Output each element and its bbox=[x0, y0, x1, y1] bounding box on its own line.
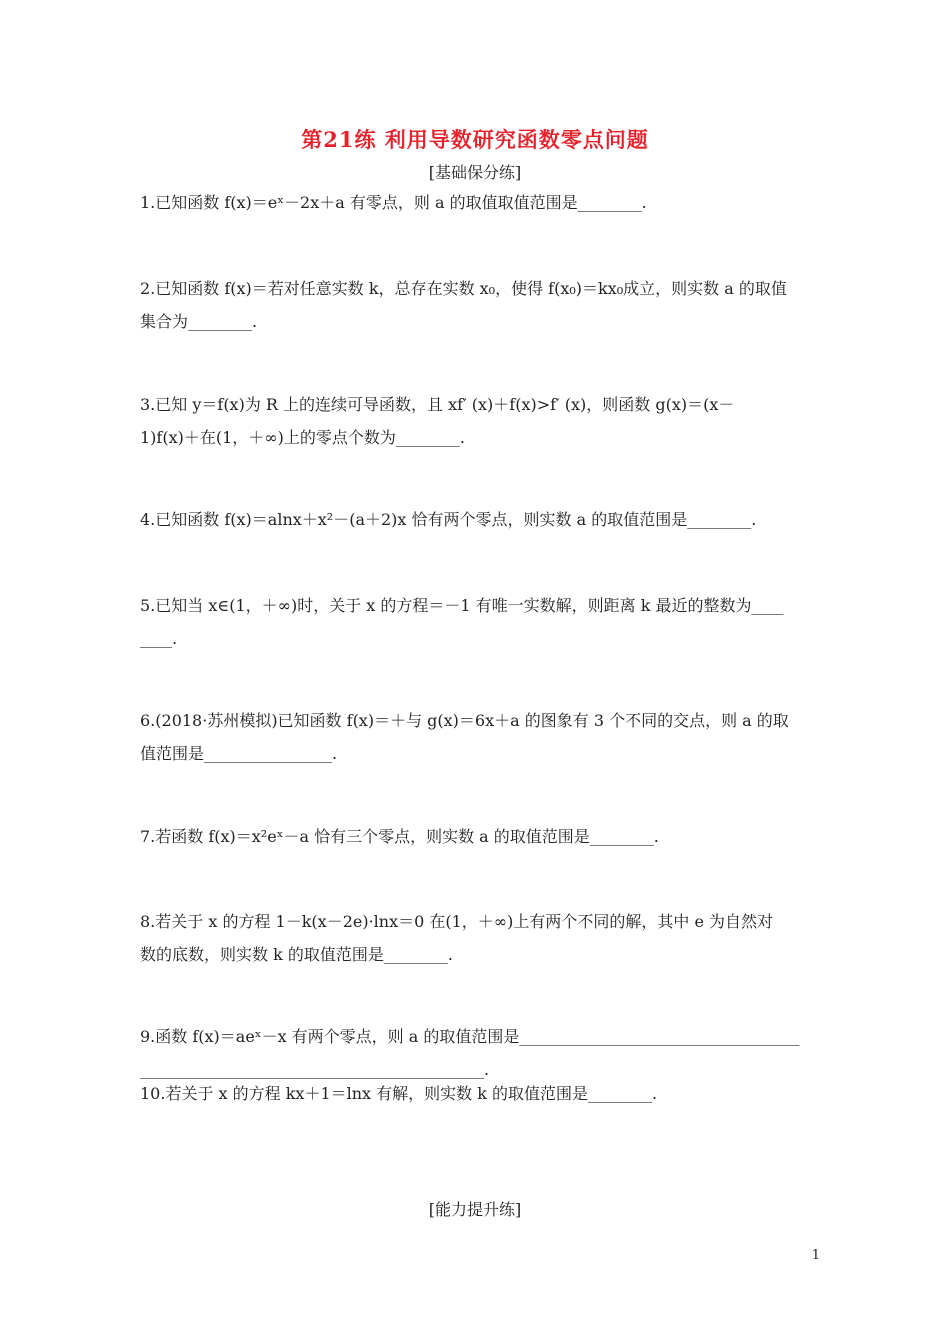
question-line: 7.若函数 f(x)＝x²eˣ－a 恰有三个零点，则实数 a 的取值范围是________. bbox=[140, 827, 659, 846]
question-line: 6.(2018·苏州模拟)已知函数 f(x)＝＋与 g(x)＝6x＋a 的图象有 3 个不同的交点，则 a 的取 bbox=[140, 711, 789, 730]
question-8 bbox=[140, 905, 812, 971]
question-5 bbox=[140, 589, 812, 655]
question-line: 4.已知函数 f(x)＝alnx＋x²－(a＋2)x 恰有两个零点，则实数 a 的取值范围是________. bbox=[140, 510, 757, 529]
question-line: ____. bbox=[140, 629, 178, 648]
question-line: 值范围是________________. bbox=[140, 744, 338, 763]
question-line: 1.已知函数 f(x)＝eˣ－2x＋a 有零点，则 a 的取值取值范围是________. bbox=[140, 193, 647, 212]
question-6 bbox=[140, 704, 812, 770]
question-line: 2.已知函数 f(x)＝若对任意实数 k，总存在实数 x₀，使得 f(x₀)＝kx₀成立，则实数 a 的取值 bbox=[140, 279, 787, 298]
section-heading-basic: [基础保分练] bbox=[428, 163, 522, 182]
page-number: 1 bbox=[811, 1248, 820, 1263]
question-10 bbox=[140, 1077, 812, 1110]
question-line: 5.已知当 x∈(1，＋∞)时，关于 x 的方程＝－1 有唯一实数解，则距离 k 最近的整数为____ bbox=[140, 596, 784, 615]
page-title: 第21练 利用导数研究函数零点问题 bbox=[301, 127, 649, 152]
question-line: 数的底数，则实数 k 的取值范围是________. bbox=[140, 945, 453, 964]
question-line: 1)f(x)＋在(1，＋∞)上的零点个数为________. bbox=[140, 428, 465, 447]
question-line: 集合为________. bbox=[140, 312, 258, 331]
question-7 bbox=[140, 820, 812, 853]
question-line: 3.已知 y＝f(x)为 R 上的连续可导函数，且 xf′ (x)＋f(x)>f′ (x)，则函数 g(x)＝(x－ bbox=[140, 395, 735, 414]
section-heading-advanced: [能力提升练] bbox=[428, 1200, 522, 1219]
question-4 bbox=[140, 503, 812, 536]
question-1 bbox=[140, 186, 812, 219]
question-line: 8.若关于 x 的方程 1－k(x－2e)·lnx＝0 在(1，＋∞)上有两个不同的解，其中 e 为自然对 bbox=[140, 912, 774, 931]
question-line: 9.函数 f(x)＝aeˣ－x 有两个零点，则 a 的取值范围是___________________________________ bbox=[140, 1027, 800, 1046]
question-3 bbox=[140, 388, 812, 454]
question-line: 10.若关于 x 的方程 kx＋1＝lnx 有解，则实数 k 的取值范围是________. bbox=[140, 1084, 658, 1103]
question-line: ___________________________________________. bbox=[140, 1060, 490, 1079]
question-2 bbox=[140, 272, 812, 338]
